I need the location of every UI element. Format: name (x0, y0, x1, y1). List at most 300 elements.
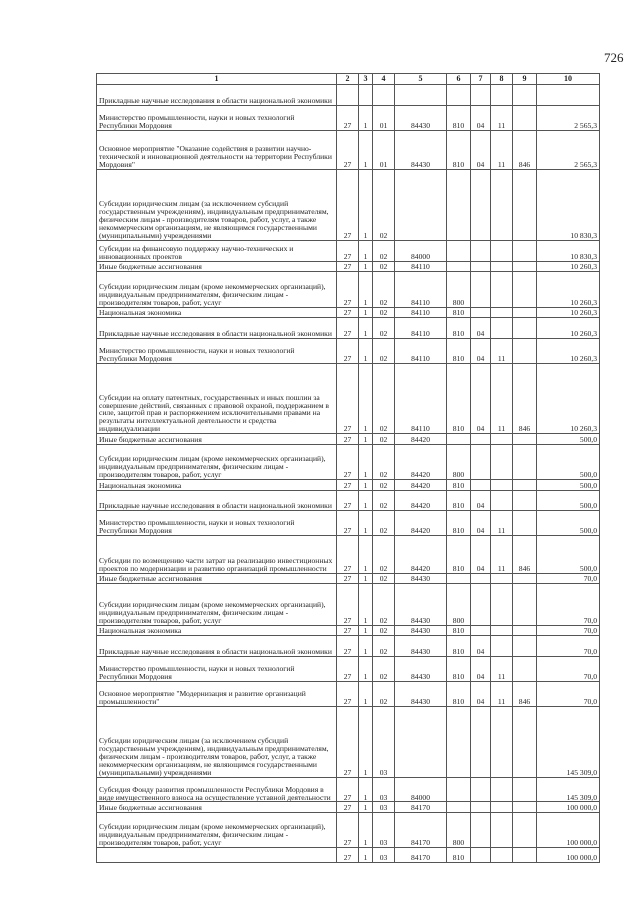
table-row (97, 272, 600, 307)
col-4: 02 (373, 261, 395, 271)
col-6: 800 (447, 812, 471, 847)
table-row (97, 656, 600, 681)
col-4 (373, 85, 395, 106)
table-row (97, 490, 600, 511)
col-3: 1 (359, 130, 373, 170)
table-row (97, 681, 600, 706)
header-cell: 7 (471, 74, 491, 85)
col-2: 27 (337, 706, 359, 777)
col-7 (471, 170, 491, 241)
col-6: 810 (447, 490, 471, 511)
row-amount: 70,0 (537, 573, 600, 583)
col-6 (447, 777, 471, 802)
row-amount: 70,0 (537, 636, 600, 657)
col-7 (471, 625, 491, 635)
col-7 (471, 444, 491, 479)
col-7 (471, 272, 491, 307)
row-amount: 10 260,3 (537, 317, 600, 338)
table-row (97, 480, 600, 490)
col-6: 810 (447, 480, 471, 490)
col-8 (491, 240, 513, 261)
col-6: 810 (447, 363, 471, 434)
col-3: 1 (359, 480, 373, 490)
col-5: 84430 (395, 681, 447, 706)
col-2 (337, 85, 359, 106)
col-4: 02 (373, 625, 395, 635)
col-4: 01 (373, 105, 395, 130)
table-row (97, 511, 600, 536)
row-amount: 10 260,3 (537, 363, 600, 434)
col-9 (513, 636, 537, 657)
row-amount: 500,0 (537, 511, 600, 536)
col-2: 27 (337, 261, 359, 271)
col-6: 810 (447, 536, 471, 573)
col-5 (395, 85, 447, 106)
col-2: 27 (337, 636, 359, 657)
col-7: 04 (471, 338, 491, 363)
col-9 (513, 812, 537, 847)
table-row (97, 625, 600, 635)
col-2: 27 (337, 240, 359, 261)
row-name: Субсидии юридическим лицам (кроме некоммерческих организаций), индивидуальным предпринимателям, физическим лицам - производителям товаров, работ, услуг (97, 272, 337, 307)
row-name: Основное мероприятие "Оказание содействия в развитии научно-технической и инновационной деятельности на территории Республики Мордовия" (97, 130, 337, 170)
col-6 (447, 434, 471, 444)
col-8: 11 (491, 338, 513, 363)
table-row (97, 317, 600, 338)
col-5: 84110 (395, 272, 447, 307)
col-7: 04 (471, 536, 491, 573)
col-4: 02 (373, 636, 395, 657)
col-3: 1 (359, 536, 373, 573)
row-name: Субсидии на оплату патентных, государственных и иных пошлин за совершение действий, связанных с правовой охраной, поддержанием в силе, защитой прав и распоряжением исключительными правами на результаты интеллектуальной деятельности и средства индивидуализации (97, 363, 337, 434)
row-amount: 10 260,3 (537, 261, 600, 271)
header-cell: 4 (373, 74, 395, 85)
col-3: 1 (359, 261, 373, 271)
row-name: Основное мероприятие "Модернизация и развитие организаций промышленности" (97, 681, 337, 706)
col-4: 02 (373, 272, 395, 307)
col-4: 02 (373, 363, 395, 434)
col-3: 1 (359, 490, 373, 511)
col-2: 27 (337, 130, 359, 170)
col-9 (513, 444, 537, 479)
header-cell: 8 (491, 74, 513, 85)
col-4: 02 (373, 656, 395, 681)
col-5: 84430 (395, 105, 447, 130)
col-6: 810 (447, 848, 471, 863)
col-9 (513, 706, 537, 777)
col-9 (513, 317, 537, 338)
table-header-row (97, 74, 600, 85)
col-3: 1 (359, 777, 373, 802)
row-name: Прикладные научные исследования в области национальной экономики (97, 317, 337, 338)
col-4: 02 (373, 317, 395, 338)
col-7: 04 (471, 105, 491, 130)
col-7: 04 (471, 317, 491, 338)
col-2: 27 (337, 317, 359, 338)
col-5 (395, 170, 447, 241)
col-7: 04 (471, 490, 491, 511)
row-amount: 100 000,0 (537, 812, 600, 847)
row-name: Иные бюджетные ассигнования (97, 802, 337, 812)
row-amount: 500,0 (537, 444, 600, 479)
col-6 (447, 240, 471, 261)
col-8 (491, 636, 513, 657)
col-2: 27 (337, 272, 359, 307)
col-3: 1 (359, 105, 373, 130)
budget-table (96, 73, 600, 863)
row-amount: 10 260,3 (537, 307, 600, 317)
table-row (97, 812, 600, 847)
row-name: Министерство промышленности, науки и новых технологий Республики Мордовия (97, 511, 337, 536)
col-7 (471, 706, 491, 777)
col-8 (491, 777, 513, 802)
col-9 (513, 480, 537, 490)
col-7 (471, 240, 491, 261)
col-3: 1 (359, 363, 373, 434)
col-9: 846 (513, 536, 537, 573)
col-6: 810 (447, 338, 471, 363)
col-4: 03 (373, 848, 395, 863)
col-7 (471, 777, 491, 802)
col-2: 27 (337, 802, 359, 812)
col-3: 1 (359, 625, 373, 635)
col-9 (513, 105, 537, 130)
col-5: 84420 (395, 511, 447, 536)
col-6 (447, 573, 471, 583)
col-9 (513, 307, 537, 317)
table-row (97, 536, 600, 573)
col-2: 27 (337, 536, 359, 573)
col-3: 1 (359, 802, 373, 812)
col-8 (491, 625, 513, 635)
col-2: 27 (337, 338, 359, 363)
col-5: 84110 (395, 363, 447, 434)
row-amount: 70,0 (537, 656, 600, 681)
header-cell: 1 (97, 74, 337, 85)
table-row (97, 777, 600, 802)
col-6: 810 (447, 130, 471, 170)
table-row (97, 363, 600, 434)
col-9 (513, 272, 537, 307)
col-3: 1 (359, 584, 373, 626)
row-amount: 100 000,0 (537, 802, 600, 812)
col-7: 04 (471, 681, 491, 706)
col-8 (491, 812, 513, 847)
col-6 (447, 706, 471, 777)
col-2: 27 (337, 307, 359, 317)
page-number: 726 (604, 50, 624, 65)
row-amount: 145 309,0 (537, 706, 600, 777)
row-name: Прикладные научные исследования в области национальной экономики (97, 636, 337, 657)
col-5: 84430 (395, 625, 447, 635)
col-4: 03 (373, 706, 395, 777)
col-2: 27 (337, 170, 359, 241)
row-amount: 70,0 (537, 681, 600, 706)
col-9 (513, 434, 537, 444)
col-2: 27 (337, 812, 359, 847)
col-5: 84430 (395, 584, 447, 626)
col-2: 27 (337, 656, 359, 681)
col-5: 84110 (395, 338, 447, 363)
col-6: 810 (447, 656, 471, 681)
col-8 (491, 434, 513, 444)
col-3: 1 (359, 307, 373, 317)
col-7: 04 (471, 363, 491, 434)
row-name: Иные бюджетные ассигнования (97, 261, 337, 271)
table-row (97, 434, 600, 444)
row-name: Национальная экономика (97, 307, 337, 317)
row-name: Субсидия Фонду развития промышленности Республики Мордовия в виде имущественного взноса на осуществление уставной деятельности (97, 777, 337, 802)
col-6 (447, 170, 471, 241)
col-6: 800 (447, 584, 471, 626)
col-2: 27 (337, 363, 359, 434)
col-4: 02 (373, 434, 395, 444)
row-amount: 500,0 (537, 434, 600, 444)
row-name: Прикладные научные исследования в области национальной экономики (97, 85, 337, 106)
col-6: 800 (447, 444, 471, 479)
col-7 (471, 480, 491, 490)
col-5: 84430 (395, 656, 447, 681)
col-7 (471, 261, 491, 271)
col-9 (513, 240, 537, 261)
header-cell: 6 (447, 74, 471, 85)
table-row (97, 802, 600, 812)
col-8: 11 (491, 536, 513, 573)
col-6: 810 (447, 317, 471, 338)
col-2: 27 (337, 511, 359, 536)
col-3: 1 (359, 636, 373, 657)
table-row (97, 105, 600, 130)
col-3: 1 (359, 511, 373, 536)
table-row (97, 573, 600, 583)
col-8: 11 (491, 130, 513, 170)
col-2: 27 (337, 584, 359, 626)
col-4: 02 (373, 444, 395, 479)
col-4: 02 (373, 536, 395, 573)
col-8 (491, 706, 513, 777)
col-3: 1 (359, 444, 373, 479)
col-8 (491, 85, 513, 106)
table-row (97, 636, 600, 657)
col-5: 84420 (395, 536, 447, 573)
col-2: 27 (337, 444, 359, 479)
col-9 (513, 261, 537, 271)
col-8 (491, 272, 513, 307)
row-name: Иные бюджетные ассигнования (97, 434, 337, 444)
header-cell: 9 (513, 74, 537, 85)
col-4: 03 (373, 812, 395, 847)
col-9 (513, 848, 537, 863)
row-name: Субсидии юридическим лицам (кроме некоммерческих организаций), индивидуальным предпринимателям, физическим лицам - производителям товаров, работ, услуг (97, 812, 337, 847)
col-7 (471, 573, 491, 583)
col-3: 1 (359, 812, 373, 847)
col-4: 03 (373, 802, 395, 812)
col-8: 11 (491, 656, 513, 681)
col-4: 02 (373, 490, 395, 511)
col-6: 810 (447, 681, 471, 706)
row-name: Иные бюджетные ассигнования (97, 573, 337, 583)
row-amount: 100 000,0 (537, 848, 600, 863)
col-2: 27 (337, 490, 359, 511)
col-8 (491, 490, 513, 511)
col-7: 04 (471, 511, 491, 536)
col-3 (359, 85, 373, 106)
table-row (97, 261, 600, 271)
col-4: 02 (373, 480, 395, 490)
row-amount: 10 260,3 (537, 338, 600, 363)
row-name: Министерство промышленности, науки и новых технологий Республики Мордовия (97, 105, 337, 130)
col-6: 810 (447, 625, 471, 635)
col-5: 84170 (395, 812, 447, 847)
col-2: 27 (337, 625, 359, 635)
row-name (97, 848, 337, 863)
col-6: 810 (447, 307, 471, 317)
row-amount: 70,0 (537, 584, 600, 626)
col-3: 1 (359, 848, 373, 863)
col-9 (513, 802, 537, 812)
row-name: Субсидии на финансовую поддержку научно-технических и инновационных проектов (97, 240, 337, 261)
col-8 (491, 848, 513, 863)
table-row (97, 706, 600, 777)
row-name: Национальная экономика (97, 625, 337, 635)
row-amount: 145 309,0 (537, 777, 600, 802)
table-row (97, 848, 600, 863)
col-6: 810 (447, 511, 471, 536)
col-9 (513, 584, 537, 626)
col-8 (491, 444, 513, 479)
col-8 (491, 584, 513, 626)
col-5 (395, 706, 447, 777)
row-name: Субсидии юридическим лицам (за исключением субсидий государственным учреждениям), индивидуальным предпринимателям, физическим лицам - производителям товаров, работ, услуг, а также некоммерческим организациям, не являющимся государственными (муниципальными) учреждениями (97, 706, 337, 777)
table-row (97, 170, 600, 241)
col-7 (471, 584, 491, 626)
col-6: 810 (447, 105, 471, 130)
row-name: Субсидии юридическим лицам (за исключением субсидий государственным учреждениям), индивидуальным предпринимателям, физическим лицам - производителям товаров, работ, услуг, а также некоммерческим организациям, не являющимся государственными (муниципальными) учреждениями (97, 170, 337, 241)
col-5: 84110 (395, 261, 447, 271)
table-row (97, 584, 600, 626)
col-7 (471, 307, 491, 317)
table-row (97, 240, 600, 261)
col-3: 1 (359, 170, 373, 241)
col-7 (471, 85, 491, 106)
col-2: 27 (337, 480, 359, 490)
row-amount: 2 565,3 (537, 105, 600, 130)
col-2: 27 (337, 573, 359, 583)
col-6 (447, 802, 471, 812)
row-name: Прикладные научные исследования в области национальной экономики (97, 490, 337, 511)
col-9 (513, 85, 537, 106)
col-9 (513, 656, 537, 681)
col-7 (471, 812, 491, 847)
col-7 (471, 434, 491, 444)
col-8 (491, 480, 513, 490)
col-5: 84420 (395, 434, 447, 444)
col-7: 04 (471, 130, 491, 170)
col-3: 1 (359, 240, 373, 261)
col-5: 84420 (395, 480, 447, 490)
col-8: 11 (491, 511, 513, 536)
row-amount: 10 830,3 (537, 170, 600, 241)
col-4: 02 (373, 584, 395, 626)
col-4: 02 (373, 170, 395, 241)
col-7 (471, 802, 491, 812)
row-amount (537, 85, 600, 106)
row-name: Субсидии по возмещению части затрат на реализацию инвестиционных проектов по модернизации и развитию организаций промышленности (97, 536, 337, 573)
row-amount: 500,0 (537, 480, 600, 490)
col-9 (513, 490, 537, 511)
col-6: 810 (447, 636, 471, 657)
col-5: 84000 (395, 240, 447, 261)
col-4: 02 (373, 240, 395, 261)
col-8 (491, 261, 513, 271)
col-5: 84000 (395, 777, 447, 802)
col-4: 03 (373, 777, 395, 802)
header-cell: 3 (359, 74, 373, 85)
col-8: 11 (491, 681, 513, 706)
col-5: 84110 (395, 317, 447, 338)
col-3: 1 (359, 317, 373, 338)
col-5: 84430 (395, 636, 447, 657)
col-6 (447, 261, 471, 271)
col-5: 84430 (395, 130, 447, 170)
row-amount: 2 565,3 (537, 130, 600, 170)
col-8 (491, 573, 513, 583)
col-7: 04 (471, 656, 491, 681)
col-9 (513, 170, 537, 241)
col-9 (513, 625, 537, 635)
table-row (97, 307, 600, 317)
col-2: 27 (337, 848, 359, 863)
col-2: 27 (337, 105, 359, 130)
col-2: 27 (337, 777, 359, 802)
row-name: Национальная экономика (97, 480, 337, 490)
col-9: 846 (513, 681, 537, 706)
row-amount: 10 830,3 (537, 240, 600, 261)
col-4: 02 (373, 573, 395, 583)
col-9 (513, 511, 537, 536)
row-name: Субсидии юридическим лицам (кроме некоммерческих организаций), индивидуальным предпринимателям, физическим лицам - производителям товаров, работ, услуг (97, 444, 337, 479)
row-name: Министерство промышленности, науки и новых технологий Республики Мордовия (97, 656, 337, 681)
table-row (97, 444, 600, 479)
col-8 (491, 170, 513, 241)
row-name: Министерство промышленности, науки и новых технологий Республики Мордовия (97, 338, 337, 363)
col-3: 1 (359, 434, 373, 444)
row-amount: 500,0 (537, 536, 600, 573)
col-4: 02 (373, 681, 395, 706)
col-5: 84170 (395, 848, 447, 863)
col-4: 02 (373, 307, 395, 317)
col-7: 04 (471, 636, 491, 657)
col-3: 1 (359, 573, 373, 583)
row-amount: 70,0 (537, 625, 600, 635)
col-6 (447, 85, 471, 106)
col-3: 1 (359, 706, 373, 777)
col-8: 11 (491, 363, 513, 434)
col-5: 84430 (395, 573, 447, 583)
col-3: 1 (359, 338, 373, 363)
col-6: 800 (447, 272, 471, 307)
col-8 (491, 802, 513, 812)
row-amount: 500,0 (537, 490, 600, 511)
col-9 (513, 338, 537, 363)
header-cell: 10 (537, 74, 600, 85)
col-2: 27 (337, 434, 359, 444)
col-5: 84420 (395, 490, 447, 511)
header-cell: 5 (395, 74, 447, 85)
col-4: 02 (373, 338, 395, 363)
col-9 (513, 777, 537, 802)
col-7 (471, 848, 491, 863)
